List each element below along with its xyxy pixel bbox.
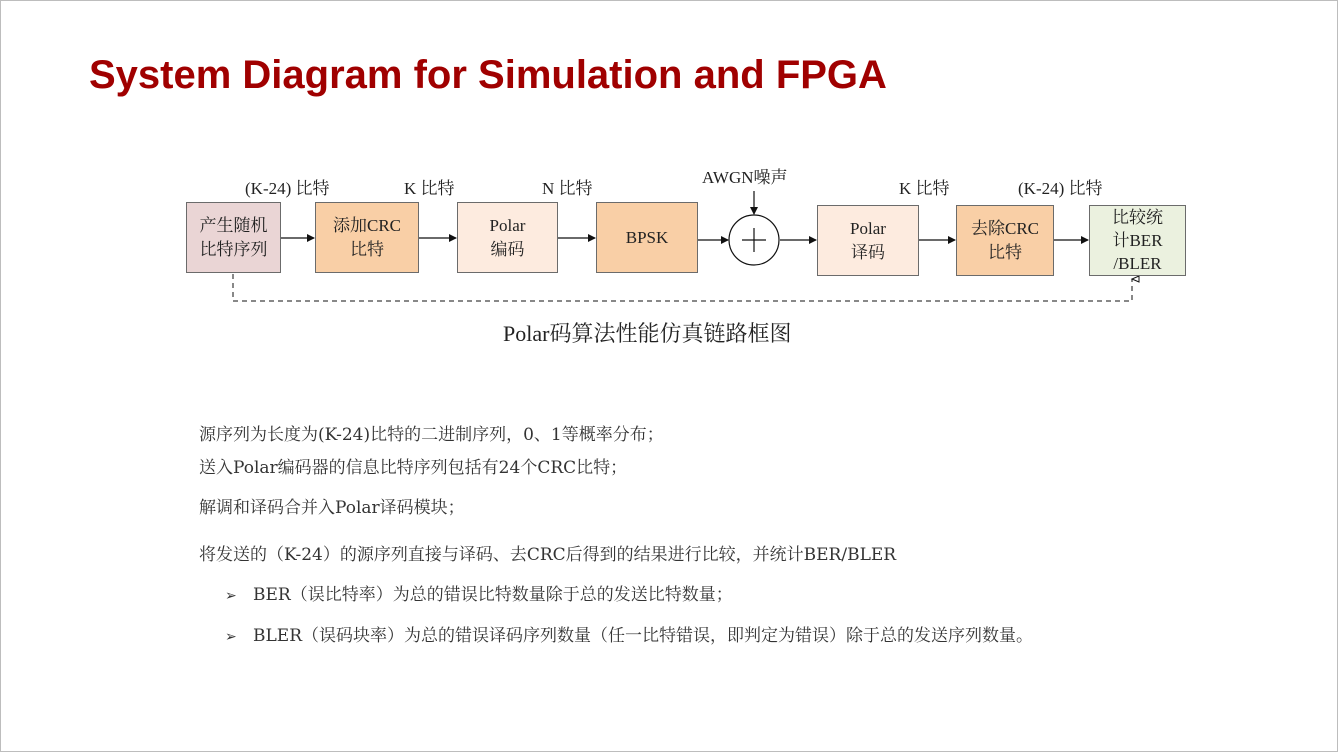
block-bpsk xyxy=(596,202,698,273)
bullet-bler-text: BLER（误码块率）为总的错误译码序列数量（任一比特错误，即判定为错误）除于总的发送序列数量。 xyxy=(253,626,1033,646)
block-remove-crc xyxy=(956,205,1054,276)
label-n: N 比特 xyxy=(542,179,593,198)
block-add-crc xyxy=(315,202,419,273)
label-awgn: AWGN噪声 xyxy=(702,168,788,187)
block-add-crc-line2: 比特 xyxy=(350,239,384,259)
label-k24-out: (K-24) 比特 xyxy=(1018,179,1103,198)
bullet-arrow-icon: ➢ xyxy=(225,629,237,645)
block-add-crc-line1: 添加CRC xyxy=(332,215,402,235)
block-source-line1: 产生随机 xyxy=(199,215,268,235)
dashed-feedback-path xyxy=(233,274,1132,301)
block-bpsk-line1: BPSK xyxy=(625,227,669,247)
block-polar-decoder-line1: Polar xyxy=(850,218,886,238)
block-remove-crc-line2: 比特 xyxy=(988,242,1022,262)
label-k-in: K 比特 xyxy=(404,179,455,198)
block-compare-line2: 计BER xyxy=(1112,231,1163,250)
block-polar-encoder-line1: Polar xyxy=(489,215,526,235)
label-k-out: K 比特 xyxy=(899,179,950,198)
bullet-ber xyxy=(225,583,733,608)
block-polar-decoder xyxy=(817,205,919,276)
block-compare xyxy=(1089,205,1186,276)
block-source xyxy=(186,202,281,273)
bullet-arrow-icon: ➢ xyxy=(225,588,237,604)
block-polar-encoder xyxy=(457,202,558,273)
block-remove-crc-line1: 去除CRC xyxy=(970,218,1040,238)
block-compare-line3: /BLER xyxy=(1113,254,1162,273)
note-line-1: 源序列为长度为(K-24)比特的二进制序列，0、1等概率分布； xyxy=(199,425,664,445)
bullet-ber-text: BER（误比特率）为总的错误比特数量除于总的发送比特数量； xyxy=(253,585,733,605)
note-line-2: 送入Polar编码器的信息比特序列包括有24个CRC比特； xyxy=(199,458,628,478)
diagram-caption: Polar码算法性能仿真链路框图 xyxy=(503,321,792,346)
block-polar-decoder-line2: 译码 xyxy=(851,242,885,262)
slide-title: System Diagram for Simulation and FPGA xyxy=(89,53,887,97)
note-line-3: 解调和译码合并入Polar译码模块； xyxy=(199,498,465,518)
note-line-4: 将发送的（K-24）的源序列直接与译码、去CRC后得到的结果进行比较，并统计BER/BLER xyxy=(199,545,897,565)
block-compare-line1: 比较统 xyxy=(1112,208,1163,227)
bullet-bler xyxy=(225,624,1033,649)
label-k24-in: (K-24) 比特 xyxy=(245,179,330,198)
block-source-line2: 比特序列 xyxy=(199,239,268,259)
block-polar-encoder-line2: 编码 xyxy=(490,239,525,259)
